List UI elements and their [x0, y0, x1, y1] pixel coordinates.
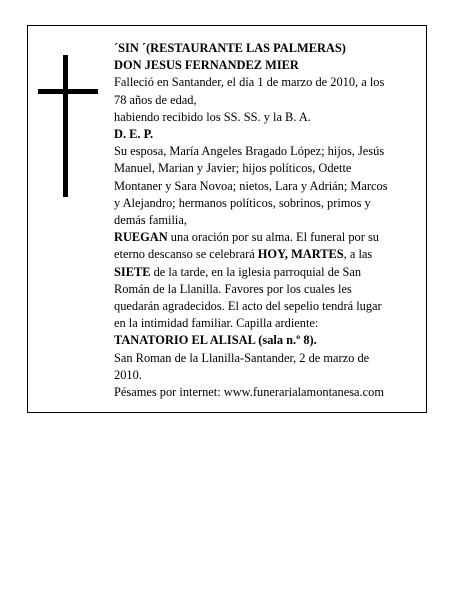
death-line-2: 78 años de edad,	[114, 92, 197, 107]
funeral-line-2-end: , a las	[343, 247, 373, 262]
funeral-line-3	[114, 264, 414, 281]
obituary-text	[114, 40, 414, 401]
funeral-line-4: Román de la Llanilla. Favores por los cuales les	[114, 281, 352, 296]
family-line-5: demás familia,	[114, 213, 187, 228]
rip-line	[114, 126, 414, 143]
cross-vertical-bar	[63, 55, 68, 197]
family-line-1: Su esposa, María Angeles Bragado López; hijos, Jesús	[114, 144, 385, 159]
funeral-line-1-text: una oración por su alma. El funeral por su	[167, 230, 379, 245]
family-line-2: Manuel, Marian y Javier; hijos políticos, Odette	[114, 161, 352, 176]
siete-text: SIETE	[114, 264, 151, 279]
funeral-line-2	[114, 246, 414, 263]
sacraments-line: habiendo recibido los SS. SS. y la B. A.	[114, 109, 311, 124]
funeral-line-2-start: eterno descanso se celebrará	[114, 247, 258, 262]
death-line-1: Falleció en Santander, el día 1 de marzo de 2010, a los	[114, 75, 385, 90]
funeral-line-6: en la intimidad familiar. Capilla ardiente:	[114, 316, 319, 331]
tanatorio-line	[114, 332, 414, 349]
header-line	[114, 40, 414, 57]
funeral-line-5: quedarán agradecidos. El acto del sepelio tendrá lugar	[114, 299, 382, 314]
cross-horizontal-bar	[38, 89, 98, 94]
ruegan-text: RUEGAN	[114, 230, 168, 245]
place-date-line-2: 2010.	[114, 367, 142, 382]
deceased-name	[114, 57, 414, 74]
hoy-martes-text: HOY, MARTES	[257, 247, 344, 262]
cross-icon	[38, 55, 98, 197]
funeral-line-3-text: de la tarde, en la iglesia parroquial de San	[150, 264, 362, 279]
tanatorio-text: TANATORIO EL ALISAL (sala n.º 8).	[114, 333, 317, 348]
rip-text: D. E. P.	[114, 127, 154, 142]
family-line-3: Montaner y Sara Novoa; nietos, Lara y Adrián; Marcos	[114, 178, 388, 193]
funeral-line-1	[114, 229, 414, 246]
header-line-text: ´SIN ´(RESTAURANTE LAS PALMERAS)	[114, 41, 346, 55]
condolences-line: Pésames por internet: www.funerarialamontanesa.com	[114, 385, 384, 400]
place-date-line-1: San Roman de la Llanilla-Santander, 2 de marzo de	[114, 350, 370, 365]
family-line-4: y Alejandro; hermanos políticos, sobrinos, primos y	[114, 195, 371, 210]
deceased-name-text: DON JESUS FERNANDEZ MIER	[114, 58, 299, 73]
